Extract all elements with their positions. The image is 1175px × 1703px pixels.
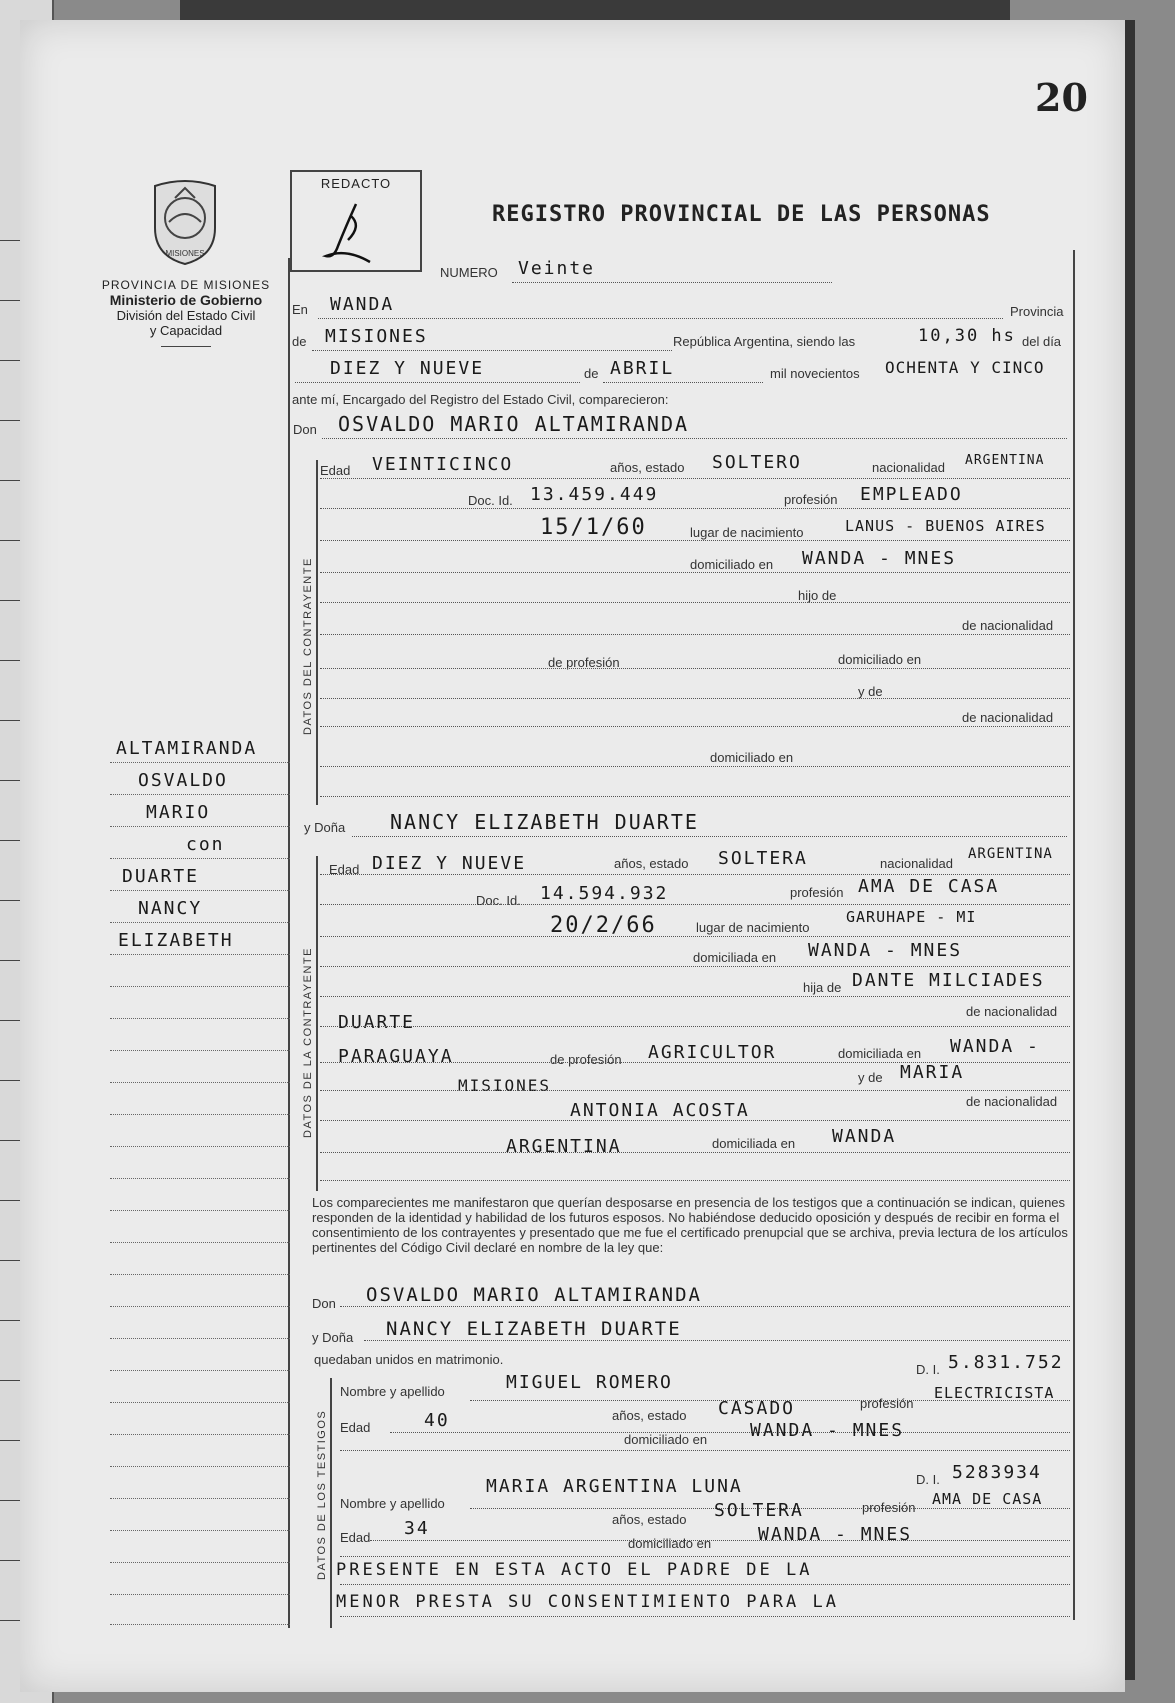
margin-name-6: NANCY [138,898,203,919]
republica-label: República Argentina, siendo las [673,334,856,349]
contrayenta-padre: DANTE MILCIADES [852,970,1045,991]
doc-label-2: Doc. Id. [476,893,521,908]
margin-name-4: con [186,834,225,855]
y-de-label: y de [858,684,883,699]
de-label: de [292,334,307,349]
svg-text:MISIONES: MISIONES [165,249,205,258]
nacionalidad-label: nacionalidad [872,460,946,475]
anio-value: OCHENTA Y CINCO [885,358,1045,377]
t2-di-label: D. I. [916,1472,940,1487]
numero-label: NUMERO [440,265,498,280]
hijo-label: hijo de [798,588,837,603]
edad-label: Edad [320,463,351,478]
mil-label: mil novecientos [770,366,860,381]
domiciliado-label: domiciliado en [690,557,774,572]
de-profesion-label-2: de profesión [550,1052,622,1067]
domiciliada-label: domiciliada en [693,950,777,965]
profesion-label: profesión [784,492,838,507]
margin-name-3: MARIO [146,802,211,823]
t2-domicilio: WANDA - MNES [758,1524,913,1545]
t1-di-label: D. I. [916,1362,940,1377]
t2-nombre: MARIA ARGENTINA LUNA [486,1476,743,1497]
contrayenta-nacionalidad: ARGENTINA [968,846,1053,862]
lugar-label-2: lugar de nacimiento [696,920,810,935]
book-top-edge [180,0,1010,22]
t2-edad-label: Edad [340,1530,371,1545]
contrayenta-padre-2: DUARTE [338,1012,416,1033]
t2-domicilio-label: domiciliado en [628,1536,712,1551]
de-nacionalidad-label: de nacionalidad [962,618,1054,633]
margin-name-2: OSVALDO [138,770,228,791]
contrayenta-domicilio: WANDA - MNES [808,940,963,961]
t2-di: 5283934 [952,1462,1042,1483]
nota-linea-2: MENOR PRESTA SU CONSENTIMIENTO PARA LA [336,1592,839,1612]
t1-di: 5.831.752 [948,1352,1064,1373]
t1-edad-label: Edad [340,1420,371,1435]
contrayenta-bar [316,856,318,1191]
contrayenta-edad: DIEZ Y NUEVE [372,853,527,874]
de-mes-label: de [584,366,599,381]
domiciliada-label-3: domiciliada en [712,1136,796,1151]
contrayenta-madre-nac: ARGENTINA [506,1136,622,1157]
left-rule [288,258,290,1628]
dona-label: y Doña [304,820,346,835]
lugar-label: lugar de nacimiento [690,525,804,540]
edad-label-2: Edad [329,862,360,877]
agency-province: PROVINCIA DE MISIONES [101,278,271,292]
contrayenta-side-label: DATOS DE LA CONTRAYENTE [302,947,314,1138]
nota-linea-1: PRESENTE EN ESTA ACTO EL PADRE DE LA [336,1560,813,1580]
contrayenta-madre: MARIA [900,1062,965,1083]
margin-name-5: DUARTE [122,866,200,887]
t1-profesion-label: profesión [860,1396,914,1411]
contrayenta-padre-dom-2: MISIONES [458,1076,552,1095]
ante-mi-text: ante mí, Encargado del Registro del Estado Civil, comparecieron: [292,392,669,407]
decl-don-label: Don [312,1296,336,1311]
contrayenta-doc: 14.594.932 [540,883,669,904]
decl-dona-name: NANCY ELIZABETH DUARTE [386,1318,682,1340]
page-number: 20 [1035,75,1088,120]
contrayenta-estado: SOLTERA [718,848,808,869]
agency-block [92,278,280,347]
contrayente-domicilio: WANDA - MNES [802,548,957,569]
t2-nombre-label: Nombre y apellido [340,1496,445,1511]
contrayente-doc: 13.459.449 [530,484,659,505]
t2-edad: 34 [404,1518,430,1539]
agency-capacity: y Capacidad [149,323,223,338]
en-label: En [292,302,308,317]
contrayente-side-label: DATOS DEL CONTRAYENTE [302,557,314,735]
contrayenta-lugar: GARUHAPE - MI [846,908,977,926]
province-seal-icon [145,178,225,271]
contrayenta-padre-dom: WANDA - [950,1036,1040,1057]
mes-value: ABRIL [610,358,675,379]
agency-ministry: Ministerio de Gobierno [109,292,263,308]
contrayenta-madre-dom: WANDA [832,1126,897,1147]
de-value: MISIONES [325,326,428,347]
t2-profesion: AMA DE CASA [932,1490,1043,1508]
provincia-label: Provincia [1010,304,1064,319]
declaration-text: Los comparecientes me manifestaron que querían desposarse en presencia de los testigos que a continuación se indican, quienes responden de la identidad y habilidad de los futuros esposos. No habiéndose deducido oposición y después de recibir en forma el consentimiento de los contrayentes y presentado que me fue el certificado prenupcial que se archiva, previa lectura de los artículos pertinentes del Código Civil declaré en nombre de la ley que: [312,1195,1068,1255]
t1-estado-label: años, estado [612,1408,687,1423]
domiciliada-label-2: domiciliada en [838,1046,922,1061]
numero-value: Veinte [518,258,596,279]
contrayente-name: OSVALDO MARIO ALTAMIRANDA [338,412,690,436]
contrayenta-padre-nac: PARAGUAYA [338,1046,454,1067]
t2-profesion-label: profesión [862,1500,916,1515]
hora-value: 10,30 hs [918,326,1016,346]
contrayenta-fecha-nac: 20/2/66 [550,913,657,938]
contrayente-fecha-nac: 15/1/60 [540,515,647,540]
redacto-stamp [290,170,422,272]
t1-estado: CASADO [718,1398,796,1419]
signature-icon [296,196,416,266]
unidos-text: quedaban unidos en matrimonio. [314,1352,504,1367]
contrayenta-padre-prof: AGRICULTOR [648,1042,777,1063]
t2-estado-label: años, estado [612,1512,687,1527]
margin-name-1: ALTAMIRANDA [116,738,258,759]
de-nacionalidad-label-3: de nacionalidad [966,1004,1058,1019]
t1-domicilio: WANDA - MNES [750,1420,905,1441]
del-dia-label: del día [1022,334,1062,349]
de-nacionalidad-label-2: de nacionalidad [962,710,1054,725]
contrayente-nacionalidad: ARGENTINA [965,453,1045,468]
t1-domicilio-label: domiciliado en [624,1432,708,1447]
domiciliado-label-2: domiciliado en [838,652,922,667]
hija-label: hija de [803,980,842,995]
de-nacionalidad-label-4: de nacionalidad [966,1094,1058,1109]
estado-label-2: años, estado [614,856,689,871]
contrayenta-profesion: AMA DE CASA [858,876,1000,897]
contrayente-lugar: LANUS - BUENOS AIRES [845,517,1046,535]
contrayente-edad: VEINTICINCO [372,454,514,475]
testigos-side-label: DATOS DE LOS TESTIGOS [316,1409,328,1580]
right-rule [1073,250,1075,1620]
doc-label: Doc. Id. [468,493,513,508]
don-label: Don [293,422,317,437]
t1-nombre: MIGUEL ROMERO [506,1372,673,1393]
en-value: WANDA [330,294,395,315]
contrayenta-name: NANCY ELIZABETH DUARTE [390,810,699,834]
redacto-label: REDACTO [320,176,392,191]
t1-edad: 40 [424,1410,450,1431]
t2-estado: SOLTERA [714,1500,804,1521]
t1-nombre-label: Nombre y apellido [340,1384,445,1399]
estado-label: años, estado [610,460,685,475]
testigos-bar [330,1378,332,1628]
decl-dona-label: y Doña [312,1330,354,1345]
contrayente-profesion: EMPLEADO [860,484,963,505]
nacionalidad-label-2: nacionalidad [880,856,954,871]
domiciliado-label-3: domiciliado en [710,750,794,765]
profesion-label-2: profesión [790,885,844,900]
de-profesion-label: de profesión [548,655,620,670]
y-de-label-2: y de [858,1070,883,1085]
contrayenta-madre-2: ANTONIA ACOSTA [570,1100,750,1121]
dia-value: DIEZ Y NUEVE [330,358,485,379]
contrayente-estado: SOLTERO [712,452,802,473]
margin-name-7: ELIZABETH [118,930,234,951]
page-title: REGISTRO PROVINCIAL DE LAS PERSONAS [492,202,991,227]
contrayente-bar [316,460,318,805]
t1-profesion: ELECTRICISTA [934,1384,1055,1402]
decl-don-name: OSVALDO MARIO ALTAMIRANDA [366,1284,702,1306]
agency-division: División del Estado Civil [116,308,256,323]
